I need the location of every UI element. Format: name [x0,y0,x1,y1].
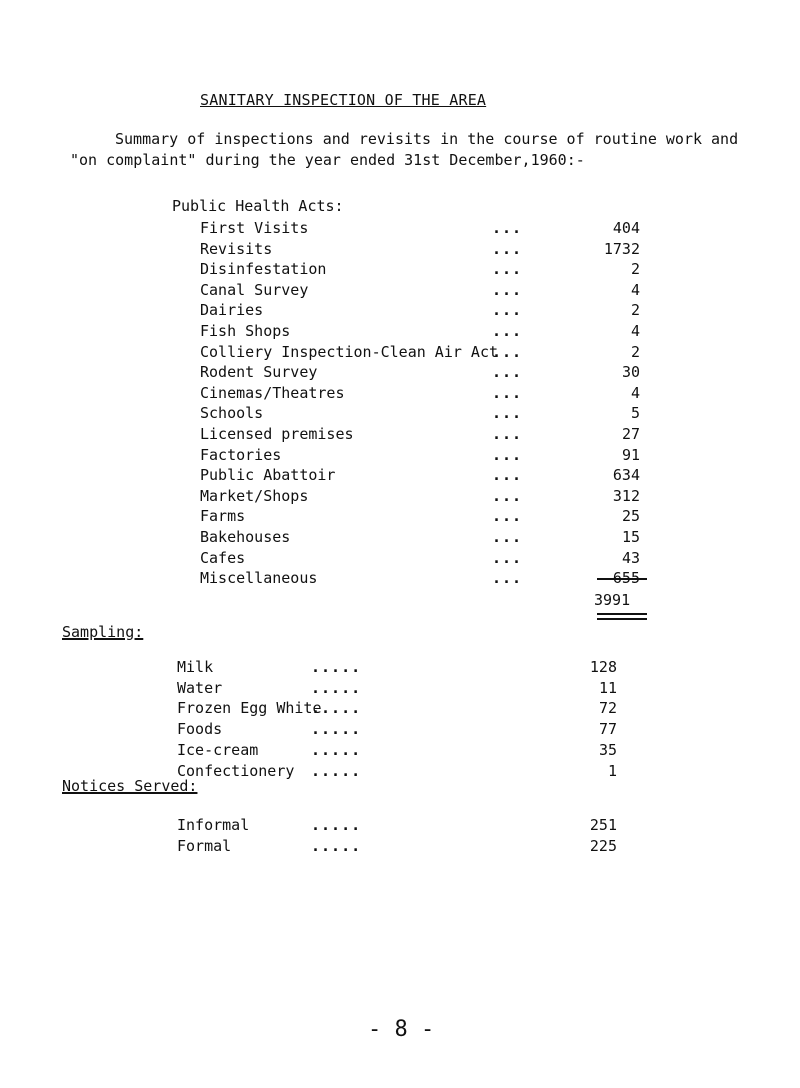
row-leader-dots: ... [492,507,523,526]
row-label: Informal [177,816,250,834]
row-value: 1 [607,761,617,780]
row-value: 312 [612,486,640,505]
table-row [200,403,800,423]
row-leader-dots: ... [492,342,523,361]
row-label: Market/Shops [200,486,309,505]
table-row [200,506,800,526]
table-row [177,719,777,739]
row-leader-dots: ..... [311,836,362,855]
table-row [200,527,800,547]
public-health-heading: Public Health Acts: [172,197,344,215]
table-row [200,383,800,403]
row-value: 91 [621,445,640,464]
row-leader-dots: ..... [311,816,362,834]
intro-line-1: Summary of inspections and revisits in the course of routine work and [115,130,739,148]
row-label: Farms [200,507,246,526]
table-row [200,486,800,506]
row-value: 251 [589,816,617,834]
row-value: 25 [621,507,640,526]
row-leader-dots: ... [492,363,523,382]
row-leader-dots: ... [492,322,523,340]
row-label: Miscellaneous [200,569,318,588]
row-leader-dots: ..... [311,678,362,697]
table-row [200,239,800,259]
row-label: Rodent Survey [200,363,318,382]
total-rule-bottom-1 [597,613,647,615]
table-row [200,548,800,568]
row-leader-dots: ... [492,260,523,279]
row-value: 77 [598,720,617,739]
row-leader-dots: ... [492,301,523,320]
table-row [200,218,800,238]
sampling-heading: Sampling: [62,623,144,641]
row-label: First Visits [200,219,309,237]
total-rule-bottom-2 [597,618,647,620]
row-leader-dots: ... [492,404,523,423]
table-row [177,678,777,698]
row-label: Bakehouses [200,528,291,546]
table-row [177,698,777,718]
row-leader-dots: ..... [311,658,362,676]
row-leader-dots: ... [492,528,523,546]
table-row [177,657,777,677]
total-rule-top [597,578,647,580]
row-label: Water [177,678,223,697]
row-leader-dots: ... [492,445,523,464]
row-label: Factories [200,445,282,464]
table-row [200,280,800,300]
row-label: Schools [200,404,264,423]
row-value: 11 [598,678,617,697]
row-value: 128 [589,658,617,676]
row-leader-dots: ... [492,239,523,258]
row-label: Revisits [200,239,273,258]
row-value: 2 [630,301,640,320]
row-label: Licensed premises [200,425,354,443]
row-value: 225 [589,836,617,855]
table-row [200,568,800,588]
table-row [200,259,800,279]
row-label: Ice-cream [177,740,259,759]
row-label: Colliery Inspection-Clean Air Act [200,342,499,361]
row-value: 72 [598,699,617,718]
table-row [200,465,800,485]
row-value: 15 [621,528,640,546]
row-leader-dots: ... [492,219,523,237]
row-value: 4 [630,280,640,299]
row-leader-dots: ..... [311,740,362,759]
public-health-total: 3991 [594,591,631,609]
table-row [200,321,800,341]
row-leader-dots: ..... [311,761,362,780]
row-label: Fish Shops [200,322,291,340]
row-value: 2 [630,260,640,279]
row-label: Cinemas/Theatres [200,383,345,402]
intro-line-2: "on complaint" during the year ended 31st December,1960:- [70,151,585,169]
row-leader-dots: ... [492,569,523,588]
row-label: Milk [177,658,214,676]
page-title: SANITARY INSPECTION OF THE AREA [200,91,487,109]
row-value: 5 [630,404,640,423]
row-value: 1732 [603,239,640,258]
row-value: 4 [630,322,640,340]
row-value: 634 [612,466,640,485]
row-value: 43 [621,548,640,567]
row-label: Disinfestation [200,260,327,279]
row-label: Public Abattoir [200,466,336,485]
row-leader-dots: ... [492,280,523,299]
row-value: 35 [598,740,617,759]
row-leader-dots: ... [492,466,523,485]
row-leader-dots: ... [492,425,523,443]
page-number: - 8 - [368,1017,435,1042]
table-row [200,362,800,382]
row-leader-dots: ..... [311,699,362,718]
row-label: Foods [177,720,223,739]
row-value: 30 [621,363,640,382]
row-value: 655 [612,569,640,588]
table-row [200,424,800,444]
table-row [177,836,777,856]
row-value: 4 [630,383,640,402]
row-label: Canal Survey [200,280,309,299]
row-value: 27 [621,425,640,443]
row-leader-dots: ... [492,548,523,567]
table-row [177,761,777,781]
row-leader-dots: ... [492,486,523,505]
row-leader-dots: ..... [311,720,362,739]
table-row [200,342,800,362]
table-row [200,445,800,465]
table-row [200,300,800,320]
row-label: Formal [177,836,232,855]
row-label: Dairies [200,301,264,320]
row-label: Frozen Egg White [177,699,322,718]
table-row [177,740,777,760]
table-row [177,815,777,835]
row-label: Confectionery [177,761,295,780]
notices-heading: Notices Served: [62,777,198,795]
row-leader-dots: ... [492,383,523,402]
row-value: 404 [612,219,640,237]
row-label: Cafes [200,548,246,567]
row-value: 2 [630,342,640,361]
